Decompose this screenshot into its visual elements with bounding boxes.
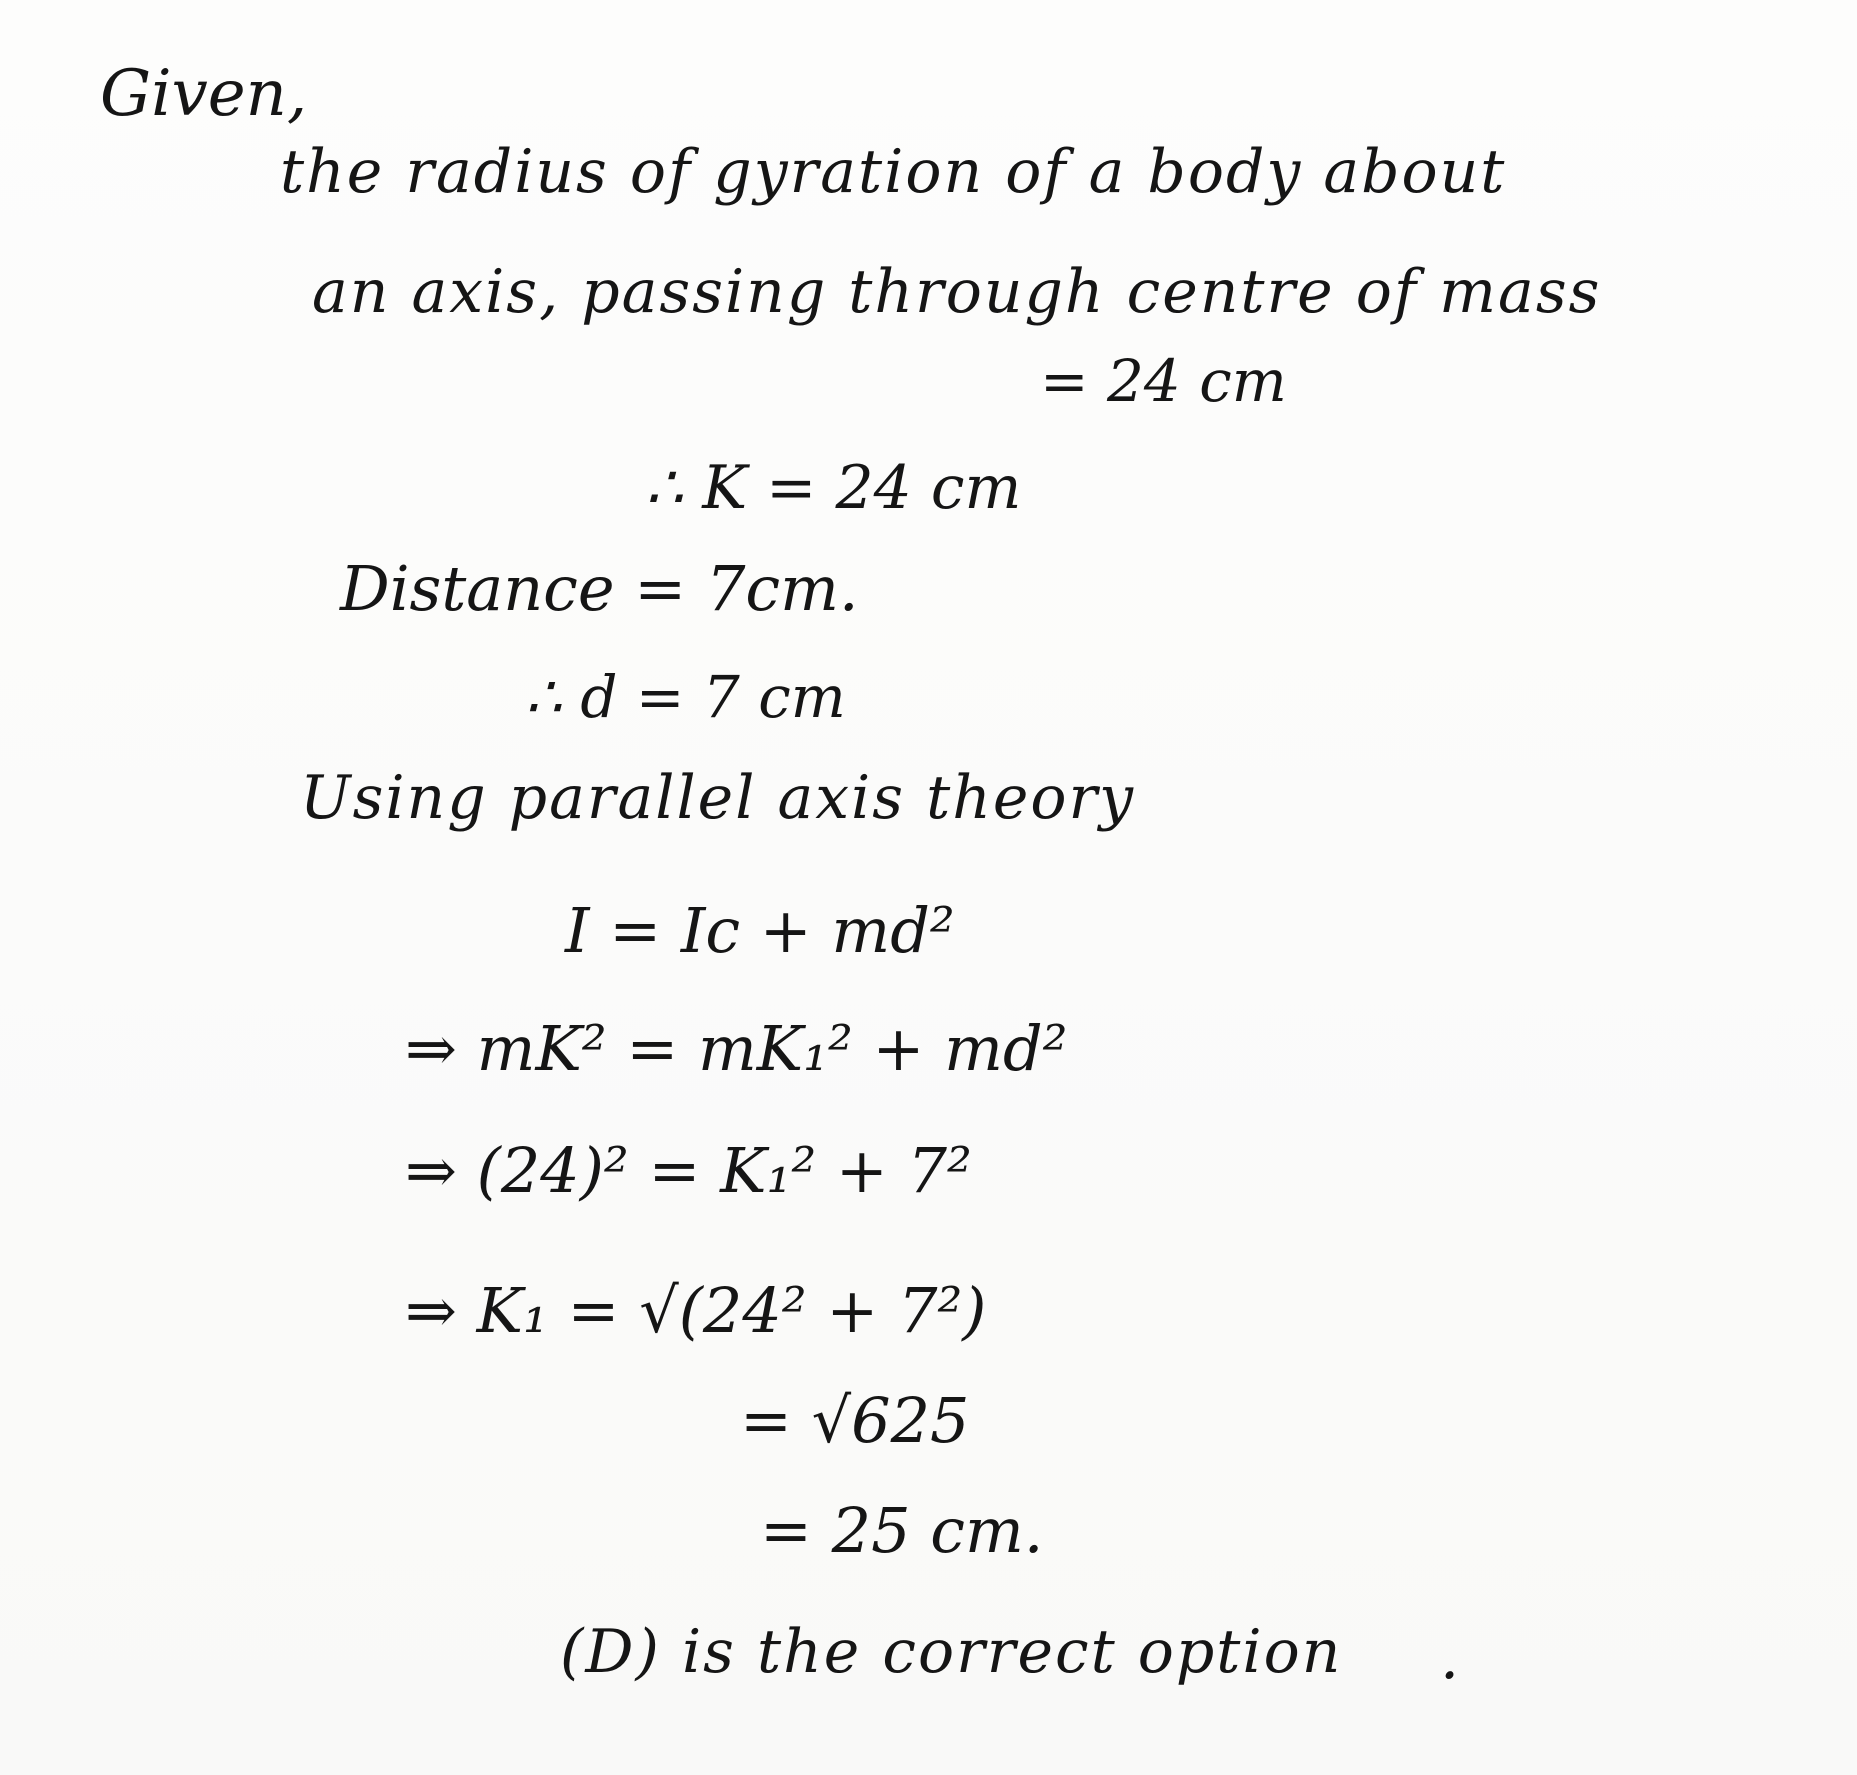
equation-result: = 25 cm. xyxy=(760,1494,1044,1567)
distance-line: Distance = 7cm. xyxy=(340,552,859,625)
equation-step-2: ⇒ (24)² = K₁² + 7² xyxy=(405,1134,972,1207)
radius-value: = 24 cm xyxy=(1040,347,1287,415)
given-heading: Given, xyxy=(100,57,308,131)
k-value-line: ∴ K = 24 cm xyxy=(645,453,1022,523)
equation-parallel-axis: I = Ic + md² xyxy=(565,894,955,967)
problem-statement-line-1: the radius of gyration of a body about xyxy=(280,137,1507,207)
problem-statement-line-2: an axis, passing through centre of mass xyxy=(312,257,1602,327)
trailing-dot: . xyxy=(1440,1623,1460,1693)
d-value-line: ∴ d = 7 cm xyxy=(525,663,846,731)
method-line: Using parallel axis theory xyxy=(300,763,1136,833)
equation-step-1: ⇒ mK² = mK₁² + md² xyxy=(405,1012,1068,1085)
equation-step-3: ⇒ K₁ = √(24² + 7²) xyxy=(405,1274,987,1347)
equation-step-4: = √625 xyxy=(740,1384,970,1457)
answer-line: (D) is the correct option xyxy=(560,1617,1343,1687)
